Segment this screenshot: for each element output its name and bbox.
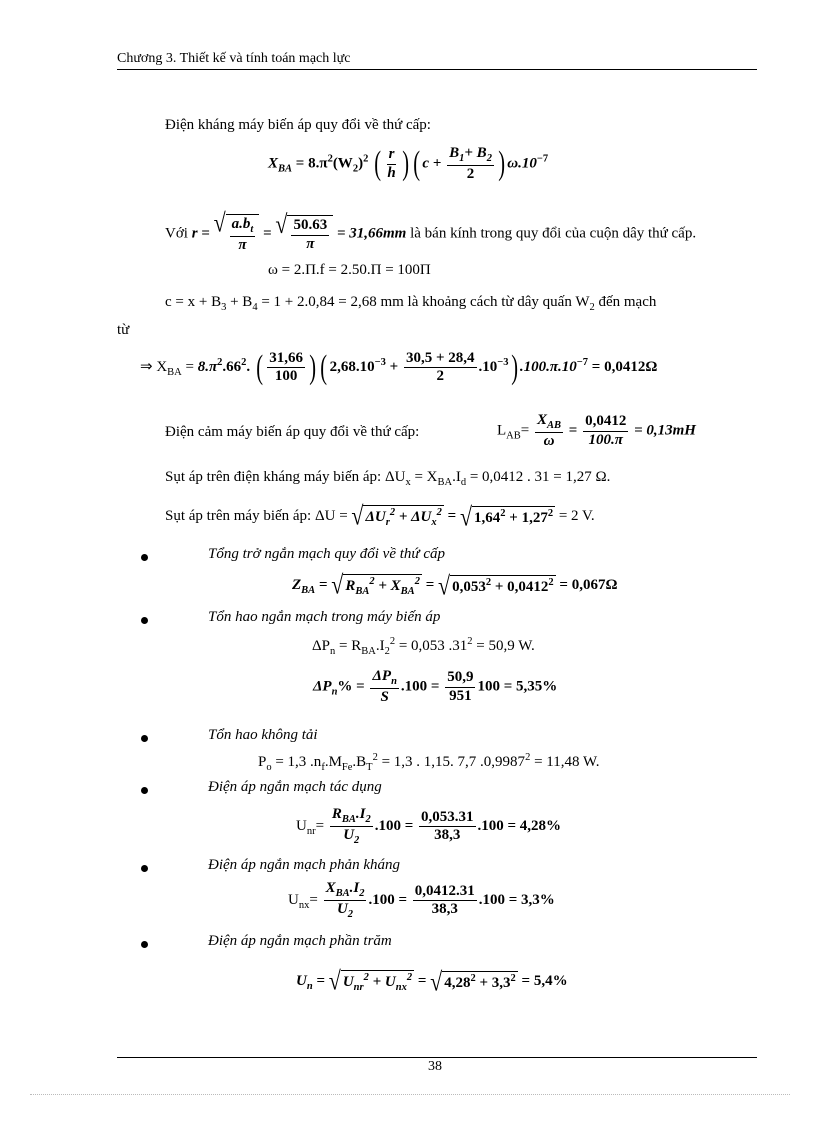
bullet-6: [141, 941, 148, 948]
item-title-no-load-loss: Tổn hao không tải: [208, 727, 318, 743]
bullet-2: [141, 617, 148, 624]
paragraph-radius: Với r = √ $\frac{a.b_t}{\pi}$ = √ $\frac{50.63}{\pi}$ = 31,66mm là bán kính trong quy đổi của cuộn dây thứ cấp.: [165, 207, 697, 254]
formula-unr: $U_{nr}=$ $\frac{R_{BA}.I_2}{U_2}$ .100 = $\frac{0,053.31}{38,3}$ .100 = 4,28%: [296, 806, 562, 847]
formula-pn: $\Delta P_n = R_{BA}.I_2^2 = 0,053$ $.31^2 = 50,9$ W.: [312, 636, 535, 657]
page-header: Chương 3. Thiết kế và tính toán mạch lực: [117, 51, 351, 66]
formula-pn-percent: $\Delta P_n\%$ = $\frac{\Delta P_n}{S}$ .100 = $\frac{50,9}{951}$ 100 = 5,35%: [313, 668, 558, 706]
paragraph-voltage-drop-reactance: Sụt áp trên điện kháng máy biến áp: $\Delta U_x = X_{BA}.I_d = 0,0412$ . 31 = 1,27 Ω.: [165, 469, 611, 488]
bullet-1: [141, 554, 148, 561]
bullet-4: [141, 787, 148, 794]
paragraph-c-distance-cont: từ: [117, 322, 130, 338]
footer-rule: [117, 1057, 757, 1058]
paragraph-c-distance: $c = x + B_3 + B_4 = 1 + 2.0,84 = 2,68$ mm là khoảng cách từ dây quấn $W_2$ đến mạch: [165, 294, 657, 313]
bullet-5: [141, 865, 148, 872]
formula-un: $U_n$ = √ $U_{nr}^2 + U_{nx}^2$ = √ $4,28^2 + 3,3^2$ = 5,4%: [296, 965, 568, 996]
formula-po: $P_o = 1,3$ $.n_f.M_{Fe}.B_T^2 = 1,3$ . 1,15. 7,7 $.0,9987^2 = 11,48$ W.: [258, 752, 600, 773]
item-title-short-circuit-loss: Tổn hao ngắn mạch trong máy biến áp: [208, 609, 441, 625]
page-edge-divider: [30, 1094, 790, 1095]
item-title-short-circuit-impedance: Tổng trở ngắn mạch quy đổi về thứ cấp: [208, 546, 445, 562]
formula-xba-value: ⇒ $X_{BA} = 8.\pi^2.66^2$. ( $\frac{31,66}{100}$ ) ( $2,68.10^{-3}$ + $\frac{30,5 + 28,4}{2}$ $.10^{-3}$) $.100.\pi.10^{-7} = 0,0412\Omega$: [140, 348, 658, 386]
formula-inductance: $L_{AB}=$ $\frac{X_{AB}}{\omega}$ = $\frac{0,0412}{100.\pi}$ = 0,13mH: [497, 412, 696, 450]
header-rule: [117, 69, 757, 70]
formula-xba-general: $X_{BA} = 8.\pi^2(W_2)^2$ ( $\frac{r}{h}$ ) ( c + $\frac{B_1+ B_2}{2}$ ) $\omega.10^{-7}$: [268, 145, 549, 183]
item-title-active-sc-voltage: Điện áp ngắn mạch tác dụng: [208, 779, 382, 795]
formula-omega: ω = 2.Π.f = 2.50.Π = 100Π: [268, 262, 431, 278]
paragraph-voltage-drop-total: Sụt áp trên máy biến áp: ΔU = √ $\Delta U_r^2 + \Delta U_x^2$ = √ $1,64^2 + 1,27^2$ = 2 V.: [165, 500, 595, 531]
formula-unx: $U_{nx}=$ $\frac{X_{BA}.I_2}{U_2}$ .100 = $\frac{0,0412.31}{38,3}$ .100 = 3,3%: [288, 880, 555, 921]
item-title-reactive-sc-voltage: Điện áp ngắn mạch phản kháng: [208, 857, 401, 873]
paragraph-inductance: Điện cảm máy biến áp quy đổi về thứ cấp:: [165, 424, 420, 440]
formula-zba: $Z_{BA}$ = √ $R_{BA}^2 + X_{BA}^2$ = √ $0,053^2 + 0,0412^2$ = 0,067Ω: [292, 569, 618, 600]
paragraph-leakage-reactance-intro: Điện kháng máy biến áp quy đổi về thứ cấp:: [165, 117, 431, 133]
page-number: 38: [428, 1059, 442, 1074]
item-title-percent-sc-voltage: Điện áp ngắn mạch phần trăm: [208, 933, 392, 949]
bullet-3: [141, 735, 148, 742]
